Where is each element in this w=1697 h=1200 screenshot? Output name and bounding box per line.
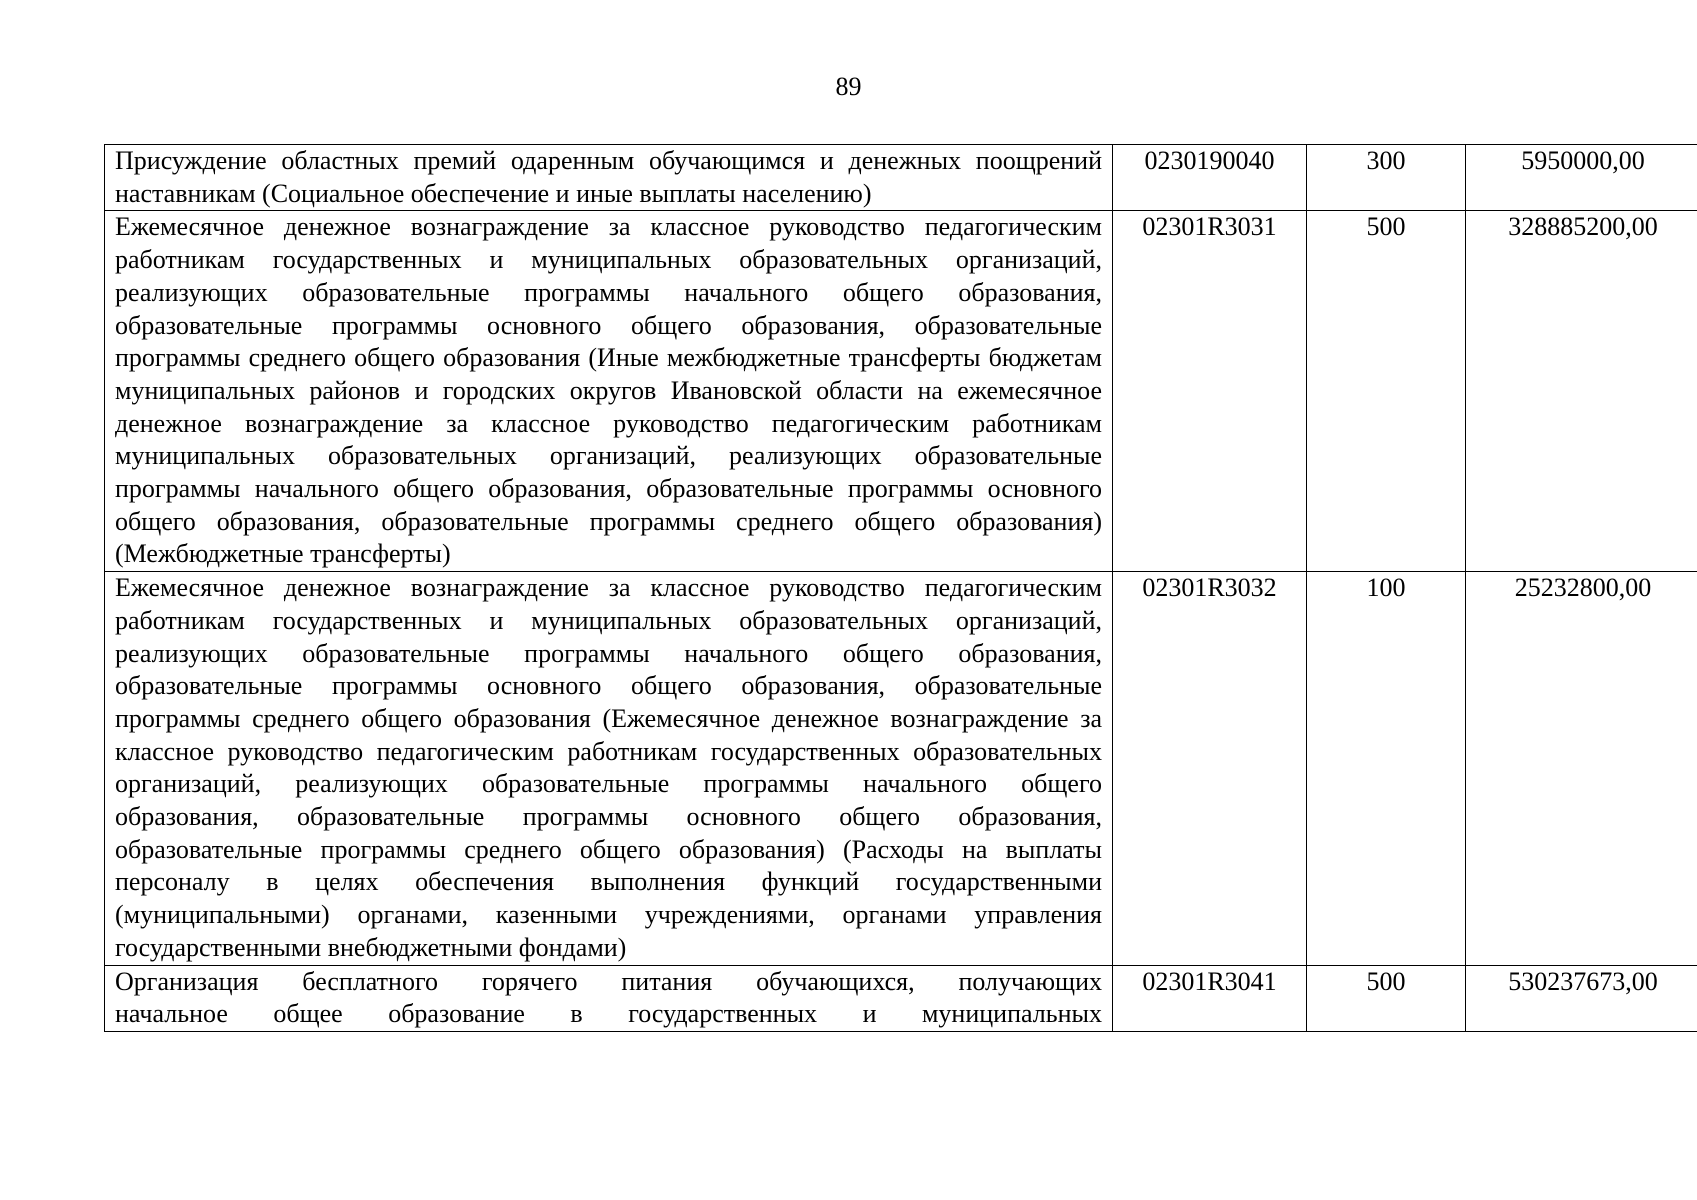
row-code: 02301R3041 — [1113, 965, 1307, 1031]
row-amount: 25232800,00 — [1466, 572, 1697, 965]
table-row — [105, 965, 1697, 1031]
row-description — [105, 965, 1113, 1031]
row-description: Ежемесячное денежное вознаграждение за классное руководство педагогическим работникам государственных и муниципальных образовательных организаций, реализующих образовательные программы начального общего образования, образовательные программы основного общего образования, образовательные программы среднего общего образования (Иные межбюджетные трансферты бюджетам муниципальных районов и городских округов Ивановской области на ежемесячное денежное вознаграждение за классное руководство педагогическим работникам муниципальных образовательных организаций, реализующих образовательные программы начального общего образования, образовательные программы основного общего образования, образовательные программы среднего общего образования) (Межбюджетные трансферты) — [105, 211, 1113, 572]
row-expense-type: 100 — [1307, 572, 1466, 965]
table-row — [105, 145, 1697, 211]
description-line: начальное общее образование в государственных и муниципальных — [115, 999, 1102, 1029]
row-expense-type: 500 — [1307, 211, 1466, 572]
row-code: 0230190040 — [1113, 145, 1307, 211]
description-line: Организация бесплатного горячего питания обучающихся, получающих — [115, 966, 1102, 996]
table-row — [105, 572, 1697, 965]
row-expense-type: 300 — [1307, 145, 1466, 211]
page-number: 89 — [835, 72, 862, 101]
row-expense-type: 500 — [1307, 965, 1466, 1031]
row-description: Ежемесячное денежное вознаграждение за классное руководство педагогическим работникам государственных и муниципальных образовательных организаций, реализующих образовательные программы начального общего образования, образовательные программы основного общего образования, образовательные программы среднего общего образования (Ежемесячное денежное вознаграждение за классное руководство педагогическим работникам государственных образовательных организаций, реализующих образовательные программы начального общего образования, образовательные программы основного общего образования, образовательные программы среднего общего образования) (Расходы на выплаты персоналу в целях обеспечения выполнения функций государственными (муниципальными) органами, казенными учреждениями, органами управления государственными внебюджетными фондами) — [105, 572, 1113, 965]
row-code: 02301R3032 — [1113, 572, 1307, 965]
row-amount: 5950000,00 — [1466, 145, 1697, 211]
row-code: 02301R3031 — [1113, 211, 1307, 572]
row-amount: 328885200,00 — [1466, 211, 1697, 572]
budget-table — [104, 144, 1697, 1032]
table-row — [105, 211, 1697, 572]
row-description: Присуждение областных премий одаренным обучающимся и денежных поощрений наставникам (Социальное обеспечение и иные выплаты населению) — [105, 145, 1113, 211]
row-amount: 530237673,00 — [1466, 965, 1697, 1031]
